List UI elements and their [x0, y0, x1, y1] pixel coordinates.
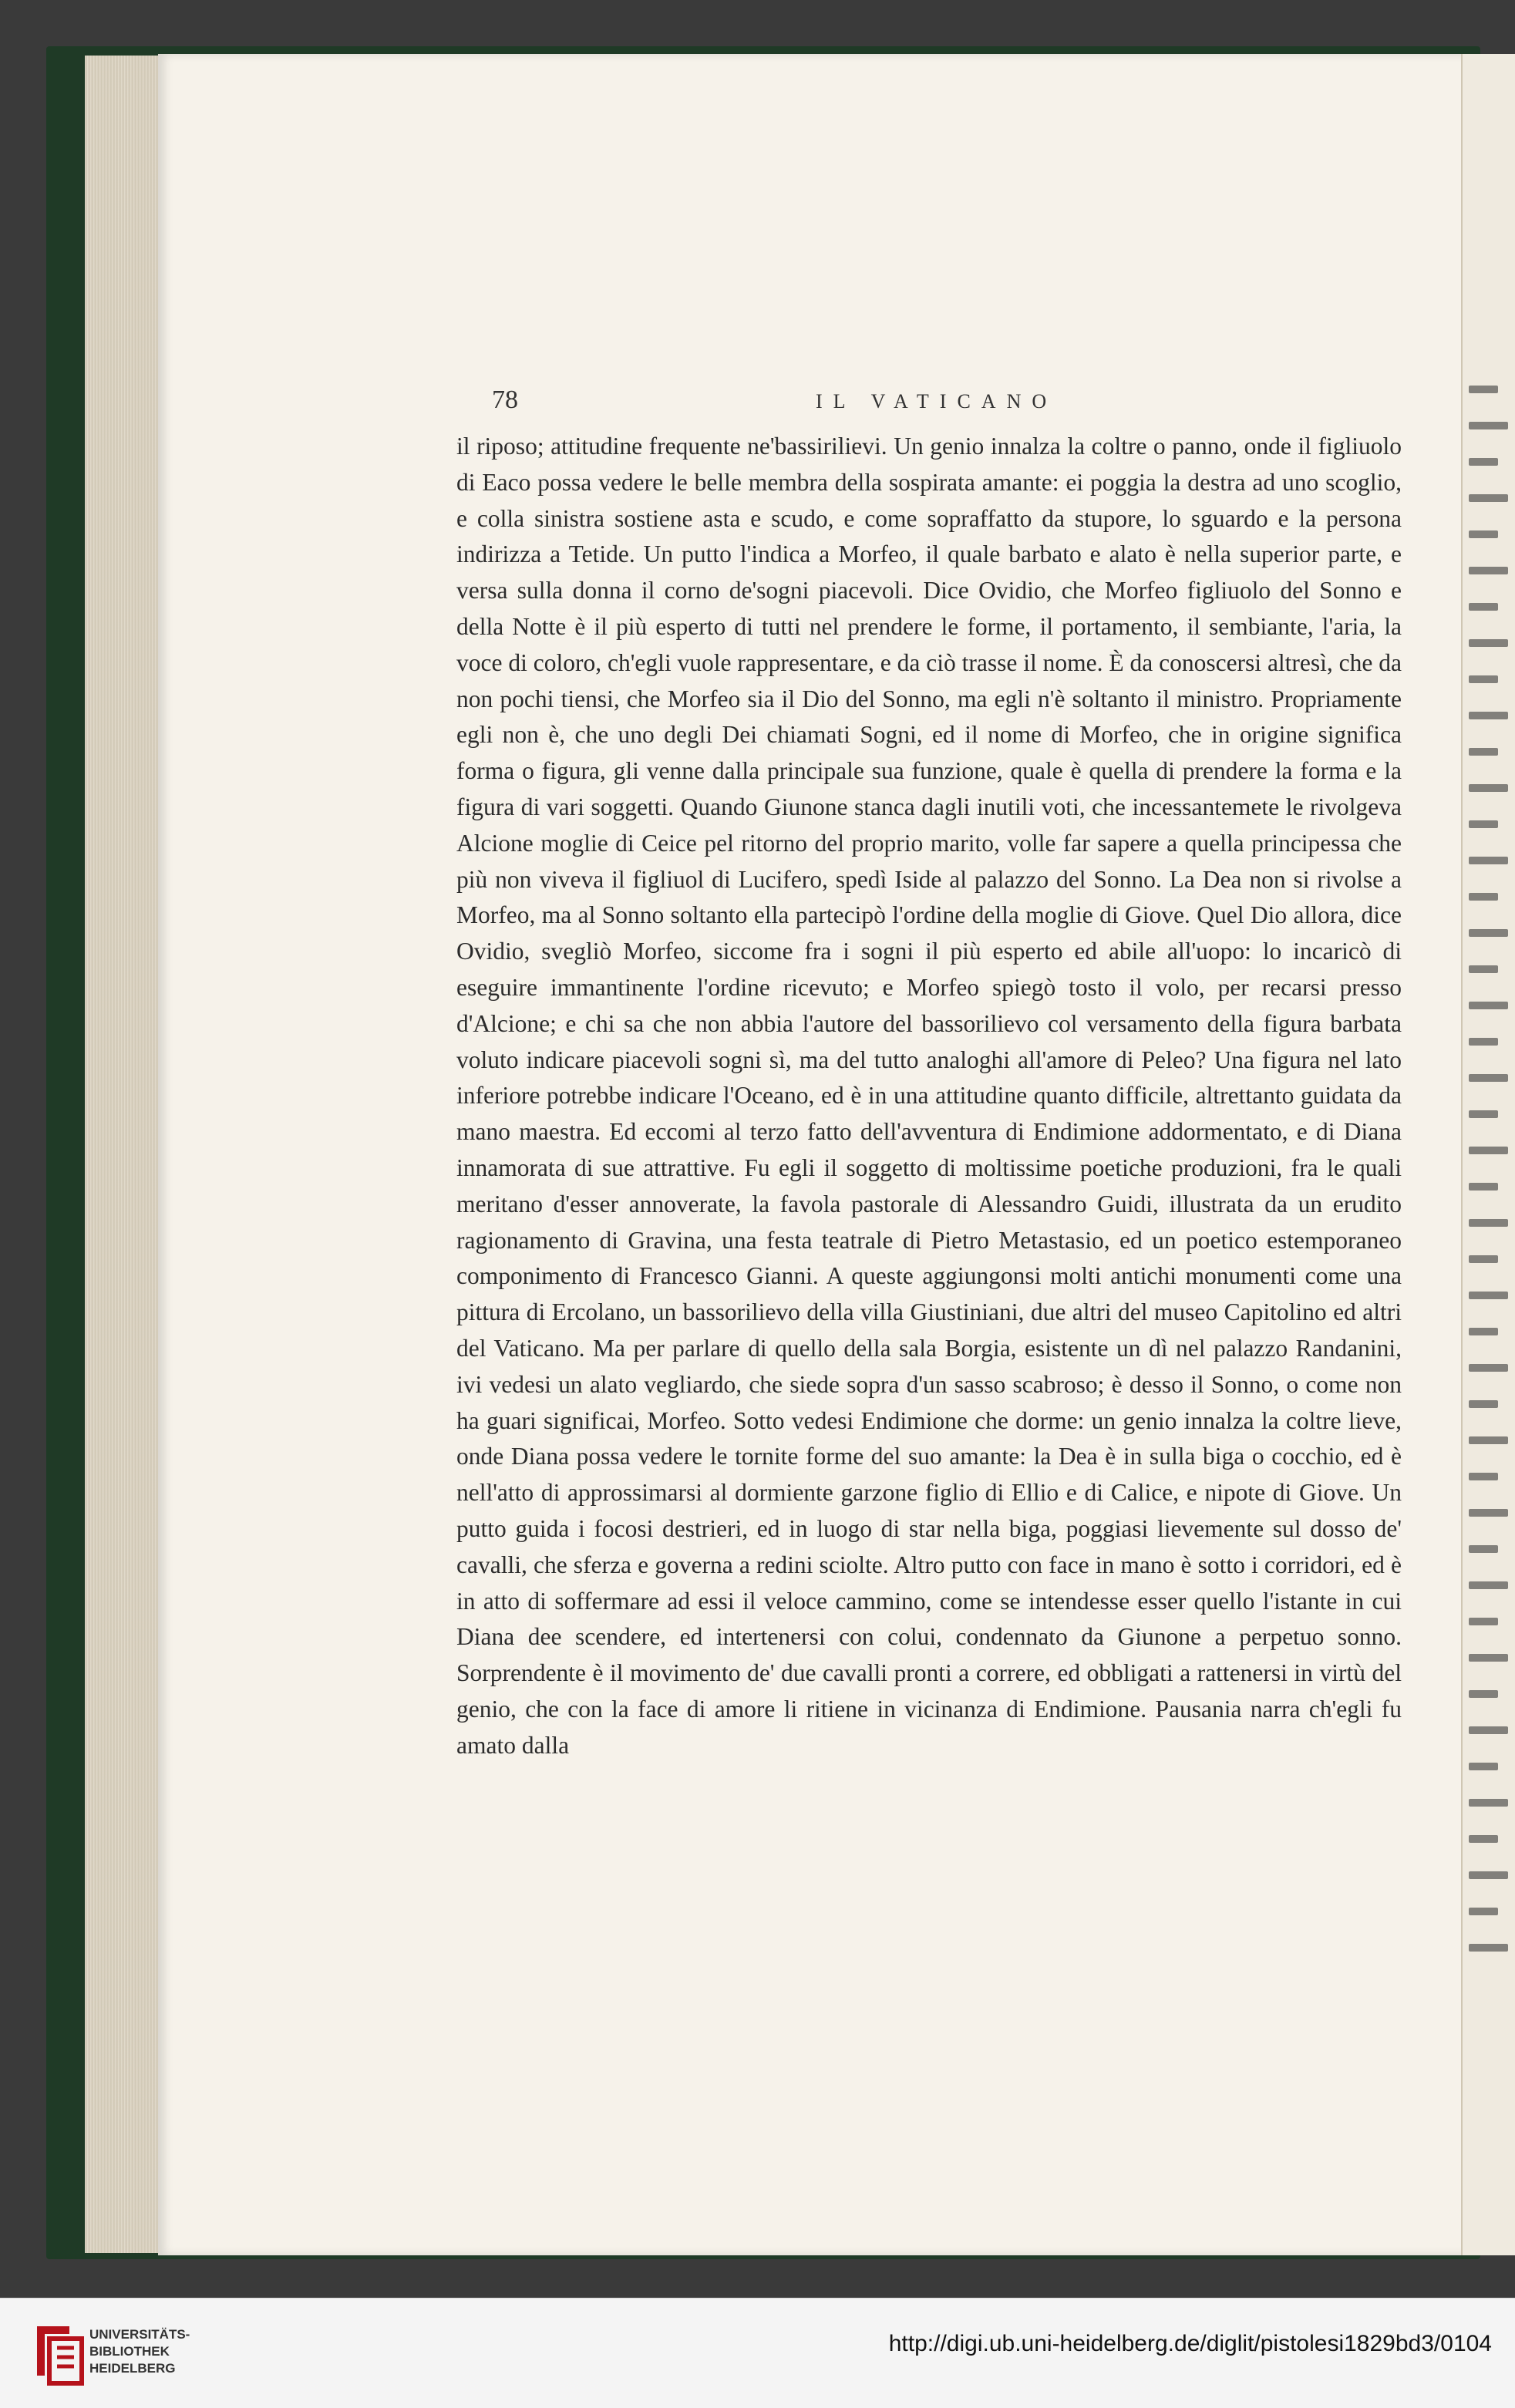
running-head: IL VATICANO — [816, 390, 1058, 413]
facing-page-text-line — [1469, 1690, 1498, 1698]
library-name-line-2: BIBLIOTHEK — [89, 2344, 170, 2359]
facing-page-text-line — [1469, 530, 1498, 538]
facing-page-text-line — [1469, 1147, 1508, 1154]
library-name — [89, 2326, 190, 2377]
library-name-line-1: UNIVERSITÄTS- — [89, 2327, 190, 2342]
viewer-footer — [0, 2298, 1515, 2408]
page-body-text: il riposo; attitudine frequente ne'bassirilievi. Un genio innalza la coltre o panno, onde il figliuolo di Eaco possa vedere le belle membra della sospirata amante: ei poggia la destra ad uno scoglio, e colla sinistra sostiene asta e scudo, e come sopraffatto da stupore, lo sguardo e la persona indirizza a Tetide. Un putto l'indica a Morfeo, il quale barbato e alato è nella superior parte, e versa sulla donna il corno de'sogni piacevoli. Dice Ovidio, che Morfeo figliuolo del Sonno e della Notte è il più esperto di tutti nel prendere le forme, il portamento, il sembiante, l'aria, la voce di coloro, ch'egli vuole rappresentare, e da ciò trasse il nome. È da conoscersi altresì, che da non pochi tiensi, che Morfeo sia il Dio del Sonno, ma egli n'è soltanto il ministro. Propriamente egli non è, che uno degli Dei chiamati Sogni, ed il nome di Morfeo, che in origine significa forma o figura, gli venne dalla principale sua funzione, quale è quella di prendere la forma e la figura di vari soggetti. Quando Giunone stanca dagli inutili voti, che incessantemete le rivolgeva Alcione moglie di Ceice pel ritorno del proprio marito, volle far sapere a quella principessa che più non viveva il figliuol di Lucifero, spedì Iside al palazzo del Sonno. La Dea non si rivolse a Morfeo, ma al Sonno soltanto ella partecipò l'ordine della moglie di Giove. Quel Dio allora, dice Ovidio, svegliò Morfeo, siccome fra i sogni il più esperto ed abile all'uopo: lo incaricò di eseguire immantinente l'ordine ricevuto; e Morfeo spiegò tosto il volo, per recarsi presso d'Alcione; e chi sa che non abbia l'autore del bassorilievo col versamento della figura barbata voluto indicare piacevoli sogni sì, ma del tutto analoghi all'amore di Peleo? Una figura nel lato inferiore potrebbe indicare l'Oceano, ed è in una attitudine quanto difficile, altrettanto guidata da mano maestra. Ed eccomi al terzo fatto dell'avventura di Endimione addormentato, e di Diana innamorata di sue attrattive. Fu egli il soggetto di moltissime poetiche produzioni, fra le quali meritano d'esser annoverate, la favola pastorale di Alessandro Guidi, illustrata da un erudito ragionamento di Gravina, una festa teatrale di Pietro Metastasio, ed un poetico estemporaneo componimento di Francesco Gianni. A queste aggiungonsi molti antichi monumenti come una pittura di Ercolano, un bassorilievo della villa Giustiniani, due altri del museo Capitolino ed altri del Vaticano. Ma per parlare di quello della sala Borgia, esistente un dì nel palazzo Randanini, ivi vedesi un alato vegliardo, che siede sopra d'un sasso scabroso; è desso il Sonno, o come non ha guari significai, Morfeo. Sotto vedesi Endimione che dorme: un genio innalza la coltre lieve, onde Diana possa vedere le tornite forme del suo amante: la Dea è in sulla biga o cocchio, ed è nell'atto di approssimarsi al dormiente garzone figlio di Ellio e di Calice, e nipote di Giove. Un putto guida i focosi destrieri, ed in luogo di star nella biga, poggiasi lievemente sul dosso de' cavalli, che sferza e governa a redini sciolte. Altro putto con face in mano è sotto i corridori, ed è in atto di soffermare ad essi il veloce cammino, come se intendesse esser quello l'istante in cui Diana dee scendere, ed intertenersi con colui, condennato da Giunone a perpetuo sonno. Sorprendente è il movimento de' due cavalli pronti a correre, ed obbligati a rattenersi in virtù del genio, che con la face di amore li ritiene in vicinanza di Endimione. Pausania narra ch'egli fu amato dalla — [456, 433, 1402, 1759]
facing-page-text-line — [1469, 857, 1508, 864]
page-number: 78 — [492, 386, 518, 414]
facing-page-text-line — [1469, 1074, 1508, 1082]
facing-page-text-line — [1469, 820, 1498, 828]
facing-page-edge — [1461, 54, 1515, 2255]
facing-page-text-line — [1469, 639, 1508, 647]
facing-page-text-line — [1469, 1110, 1498, 1118]
facing-page-text-line — [1469, 1292, 1508, 1299]
facing-page-text-line — [1469, 1255, 1498, 1263]
facing-page-text-line — [1469, 1654, 1508, 1662]
facing-page-text-line — [1469, 458, 1498, 466]
facing-page-text-line — [1469, 1364, 1508, 1372]
facing-page-text-line — [1469, 1944, 1508, 1952]
facing-page-text-line — [1469, 1908, 1498, 1915]
facing-page-text-line — [1469, 1835, 1498, 1843]
facing-page-text-line — [1469, 422, 1508, 429]
university-logo-icon — [31, 2322, 88, 2388]
facing-page-text-line — [1469, 494, 1508, 502]
facing-page-text-line — [1469, 1799, 1508, 1807]
facing-page-text-line — [1469, 1002, 1508, 1009]
facing-page-text-line — [1469, 748, 1498, 756]
facing-page-text-line — [1469, 386, 1498, 393]
facing-page-text-line — [1469, 1400, 1498, 1408]
facing-page-text-line — [1469, 603, 1498, 611]
page-edges — [85, 56, 163, 2253]
facing-page-text-line — [1469, 1509, 1508, 1517]
facing-page-text-line — [1469, 1473, 1498, 1480]
facing-page-text-line — [1469, 1183, 1498, 1191]
facing-page-text-line — [1469, 1436, 1508, 1444]
facing-page-text-line — [1469, 567, 1508, 574]
facing-page-text-line — [1469, 929, 1508, 937]
facing-page-text-line — [1469, 1545, 1498, 1553]
facing-page-text-line — [1469, 1763, 1498, 1770]
facing-page-text-line — [1469, 1618, 1498, 1625]
library-name-line-3: HEIDELBERG — [89, 2361, 176, 2376]
facing-page-text-line — [1469, 1328, 1498, 1335]
permalink-url[interactable]: http://digi.ub.uni-heidelberg.de/diglit/pistolesi1829bd3/0104 — [888, 2331, 1492, 2356]
page-header — [492, 386, 1425, 424]
facing-page-text-line — [1469, 712, 1508, 719]
facing-page-text-line — [1469, 1038, 1498, 1046]
facing-page-text-line — [1469, 1871, 1508, 1879]
facing-page-text-line — [1469, 893, 1498, 901]
facing-page-text-line — [1469, 1219, 1508, 1227]
facing-page-text-line — [1469, 784, 1508, 792]
facing-page-text-line — [1469, 965, 1498, 973]
facing-page-text-line — [1469, 1581, 1508, 1589]
facing-page-text-line — [1469, 675, 1498, 683]
facing-page-text-line — [1469, 1726, 1508, 1734]
